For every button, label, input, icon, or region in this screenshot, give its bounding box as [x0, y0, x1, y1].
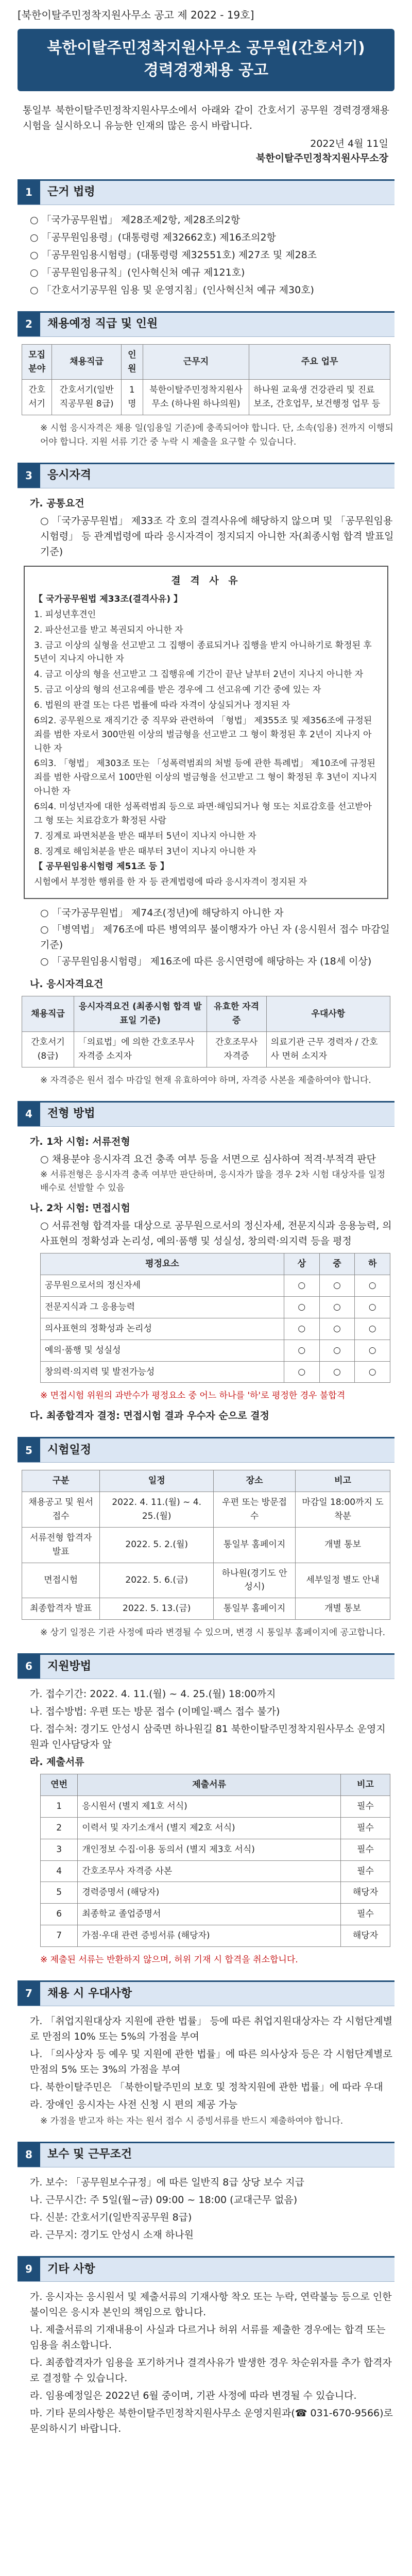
section-number: 2	[18, 313, 40, 336]
section-title: 지원방법	[47, 1659, 92, 1673]
list-item: 다. 최종합격자가 임용을 포기하거나 결격사유가 발생한 경우 차순위자를 추가 합격자로 결정할 수 있습니다.	[30, 2357, 392, 2384]
table-header: 비고	[296, 1470, 390, 1492]
box-title: 결 격 사 유	[171, 574, 241, 586]
list-item: 가. 응시자는 응시원서 및 제출서류의 기재사항 착오 또는 누락, 연락불능 등으로 인한 불이익은 응시자 본인의 책임으로 합니다.	[30, 2291, 392, 2318]
list-item: 라. 임용예정일은 2022년 6월 중이며, 기관 사정에 따라 변경될 수 있습니다.	[30, 2389, 357, 2401]
page-subtitle: 경력경쟁채용 공고	[143, 61, 269, 80]
section-title: 기타 사항	[47, 2262, 95, 2276]
note-text: ※ 상기 일정은 기관 사정에 따라 변경될 수 있으며, 변경 시 통일부 홈페이지에 공고합니다.	[40, 1628, 386, 1638]
section-title: 전형 방법	[47, 1107, 95, 1121]
section-number: 5	[18, 1438, 40, 1462]
section-header	[18, 311, 394, 337]
section-header	[18, 1437, 394, 1463]
table-row: 면접시험 2022. 5. 6.(금) 하나원(경기도 안성시) 세부일정 별도 안내	[22, 1563, 390, 1598]
section-title: 근거 법령	[47, 185, 95, 199]
section-number: 4	[18, 1103, 40, 1126]
list-item: ○ 「국가공무원법」 제74조(정년)에 해당하지 아니한 자	[40, 907, 284, 919]
table-header: 중	[319, 1253, 355, 1275]
list-item: 다. 신분: 간호서기(일반직공무원 8급)	[30, 2211, 192, 2223]
section-header	[18, 1980, 394, 2006]
section-header	[18, 179, 394, 205]
table-header: 평정요소	[41, 1253, 284, 1275]
notice-number: [북한이탈주민정착지원사무소 공고 제 2022 - 19호]	[18, 9, 254, 21]
table-row: 창의력·의지력 및 발전가능성 ○ ○ ○	[41, 1361, 390, 1383]
table-header: 응시자격요건 (최종시험 합격 발표일 기준)	[74, 996, 207, 1032]
list-item: ○ 「공무원임용시험령」(대통령령 제32551호) 제27조 및 제28조	[30, 249, 317, 261]
section-title: 채용 시 우대사항	[47, 1987, 132, 2000]
table-header: 채용직급	[52, 344, 122, 380]
intro-text: 통일부 북한이탈주민정착지원사무소에서 아래와 같이 간호서기 공무원 경력경쟁채용시험을 실시하오니 유능한 인재의 많은 응시 바랍니다.	[23, 104, 389, 131]
section-number: 1	[18, 181, 40, 205]
subsection-title: 가. 1차 시험: 서류전형	[30, 1136, 130, 1147]
table-row: 최종합격자 발표 2022. 5. 13.(금) 통일부 홈페이지 개별 통보	[22, 1598, 390, 1620]
list-item: ○ 서류전형 합격자를 대상으로 공무원으로서의 정신자세, 전문지식과 응용능력, 의사표현의 정확성과 논리성, 예의·품행 및 성실성, 창의력·의지력 등을 평정	[40, 1220, 392, 1247]
subsection-title: 다. 최종합격자 결정: 면접시험 결과 우수자 순으로 결정	[30, 1410, 269, 1422]
issue-date: 2022년 4월 11일	[310, 138, 388, 149]
schedule-table	[22, 1470, 390, 1620]
table-row: 3 개인정보 수집·이용 동의서 (별지 제3호 서식) 필수	[41, 1839, 390, 1860]
list-item: 나. 접수방법: 우편 또는 방문 접수 (이메일·팩스 접수 불가)	[30, 1706, 280, 1718]
note-text: ※ 서류전형은 응시자격 충족 여부만 판단하며, 응시자가 많을 경우 2차 시험 대상자를 일정 배수로 선발할 수 있음	[40, 1169, 386, 1194]
note-text: ※ 시험 응시자격은 채용 일(임용일 기준)에 충족되어야 합니다. 단, 소속(임용) 전까지 이행되어야 합니다. 지원 서류 기간 중 누락 시 제출을 요구할 수 있습니다.	[40, 423, 393, 447]
disqualification-box: 결 격 사 유 【 국가공무원법 제33조(결격사유) 】 1. 피성년후견인 2. 파산선고를 받고 복권되지 아니한 자 3. 금고 이상의 실형을 선고받고 그 집행이 종료되거나 집행을 받지 아니하기로 확정된 후 5년이 지나지 아니한 자 4. 금고 이상의 형을 선고받고 그 집행유예 기간이 끝난 날부터 2년이 지나지 아니한 자 5. 금고 이상의 형의 선고유예를 받은 경우에 그 선고유예 기간 중에 있는 자 6. 법원의 판결 또는 다른 법률에 따라 자격이 상실되거나 정지된 자 6의2. 공무원으로 재직기간 중 직무와 관련하여 「형법」 제355조 및 제356조에 규정된 죄를 범한 자로서 300만원 이상의 벌금형을 선고받고 그 형이 확정된 후 2년이 지나지 아니한 자 6의3. 「형법」 제303조 또는 「성폭력범죄의 처벌 등에 관한 특례법」 제10조에 규정된 죄를 범한 사람으로서 100만원 이상의 벌금형을 선고받고 그 형이 확정된 후 3년이 지나지 아니한 자 6의4. 미성년자에 대한 성폭력범죄 등으로 파면·해임되거나 형 또는 치료감호를 선고받아 그 형 또는 치료감호가 확정된 사람 7. 징계로 파면처분을 받은 때부터 5년이 지나지 아니한 자 8. 징계로 해임처분을 받은 때부터 3년이 지나지 아니한 자 【 공무원임용시험령 제51조 등 】 시험에서 부정한 행위를 한 자 등 관계법령에 따라 응시자격이 정지된 자	[24, 566, 388, 899]
note-text: ※ 가점을 받고자 하는 자는 원서 접수 시 증빙서류를 반드시 제출하여야 합니다.	[40, 2115, 344, 2126]
table-header: 일정	[100, 1470, 214, 1492]
section-number: 6	[18, 1655, 40, 1679]
table-header: 우대사항	[266, 996, 390, 1032]
requirements-table	[22, 996, 390, 1067]
list-item: 가. 접수기간: 2022. 4. 11.(월) ~ 4. 25.(월) 18:00까지	[30, 1688, 276, 1700]
page-title: 북한이탈주민정착지원사무소 공무원(간호서기)	[47, 39, 365, 57]
list-item: 나. 제출서류의 기재내용이 사실과 다르거나 허위 서류를 제출한 경우에는 합격 또는 임용을 취소합니다.	[30, 2324, 386, 2351]
table-row: 6 최종학교 졸업증명서 필수	[41, 1904, 390, 1925]
table-header: 구분	[22, 1470, 100, 1492]
section-number: 9	[18, 2258, 40, 2281]
list-item: ○ 「공무원임용규칙」(인사혁신처 예규 제121호)	[30, 266, 245, 278]
table-row: 예의·품행 및 성실성 ○ ○ ○	[41, 1340, 390, 1361]
list-item: ○ 「공무원임용시험령」 제16조에 따른 응시연령에 해당하는 자 (18세 이상)	[40, 956, 372, 968]
table-header: 모집분야	[22, 344, 52, 380]
table-row: 간호서기 간호서기(일반직공무원 8급) 1명 북한이탈주민정착지원사무소 (하나원 하나의원) 하나원 교육생 건강관리 및 진료 보조, 간호업무, 보건행정 업무 등	[22, 380, 390, 415]
list-item: 다. 북한이탈주민은 「북한이탈주민의 보호 및 정착지원에 관한 법률」에 따라 우대	[30, 2081, 383, 2093]
table-row: 4 간호조무사 자격증 사본 필수	[41, 1860, 390, 1882]
section-header	[18, 1653, 394, 1679]
table-header: 유효한 자격증	[207, 996, 266, 1032]
note-text: ※ 면접시험 위원의 과반수가 평정요소 중 어느 하나를 '하'로 평정한 경우 불합격	[40, 1391, 346, 1401]
list-item: 가. 보수: 「공무원보수규정」에 따른 일반직 8급 상당 보수 지급	[30, 2176, 304, 2188]
table-row: 7 가점·우대 관련 증빙서류 (해당자) 해당자	[41, 1925, 390, 1947]
section-number: 7	[18, 1982, 40, 2006]
position-table	[22, 344, 390, 415]
evaluation-table	[40, 1253, 390, 1383]
table-header: 채용직급	[22, 996, 74, 1032]
table-header: 주요 업무	[249, 344, 390, 380]
section-header	[18, 1101, 394, 1127]
table-row: 5 경력증명서 (해당자) 해당자	[41, 1882, 390, 1904]
table-row: 의사표현의 정확성과 논리성 ○ ○ ○	[41, 1318, 390, 1340]
list-item: 라. 장애인 응시자는 사전 신청 시 편의 제공 가능	[30, 2098, 238, 2110]
table-row: 2 이력서 및 자기소개서 (별지 제2호 서식) 필수	[41, 1817, 390, 1839]
table-row: 채용공고 및 원서접수 2022. 4. 11.(월) ~ 4. 25.(월) 우편 또는 방문접수 마감일 18:00까지 도착분	[22, 1492, 390, 1528]
section-header	[18, 463, 394, 488]
section-header	[18, 2256, 394, 2282]
note-text: ※ 자격증은 원서 접수 마감일 현재 유효하여야 하며, 자격증 사본을 제출하여야 합니다.	[40, 1075, 371, 1086]
section-title: 보수 및 근무조건	[47, 2148, 132, 2161]
table-row: 공무원으로서의 정신자세 ○ ○ ○	[41, 1275, 390, 1297]
list-item: 마. 기타 문의사항은 북한이탈주민정착지원사무소 운영지원과(☎ 031-670-9566)로 문의하시기 바랍니다.	[30, 2408, 393, 2435]
issue-info	[18, 137, 388, 166]
section-title: 시험일정	[47, 1443, 92, 1456]
list-item: 라. 제출서류	[30, 1756, 84, 1768]
list-item: 라. 근무지: 경기도 안성시 소재 하나원	[30, 2229, 194, 2241]
table-header: 하	[355, 1253, 390, 1275]
table-header: 연번	[41, 1774, 78, 1796]
section-title: 채용예정 직급 및 인원	[47, 317, 158, 331]
table-row: 1 응시원서 (별지 제1호 서식) 필수	[41, 1796, 390, 1818]
table-header: 비고	[340, 1774, 390, 1796]
issuer: 북한이탈주민정착지원사무소장	[256, 152, 388, 164]
list-item: ○ 「공무원임용령」(대통령령 제32662호) 제16조의2항	[30, 231, 276, 243]
documents-table	[40, 1774, 390, 1947]
section-number: 3	[18, 464, 40, 488]
section-header	[18, 2142, 394, 2167]
table-header: 제출서류	[78, 1774, 341, 1796]
list-item: ○ 「병역법」 제76조에 따른 병역의무 불이행자가 아닌 자 (응시원서 접수 마감일 기준)	[40, 924, 390, 951]
subsection-title: 나. 2차 시험: 면접시험	[30, 1202, 130, 1214]
list-item: ○ 채용분야 응시자격 요건 충족 여부 등을 서면으로 심사하여 적격·부적격 판단	[40, 1153, 376, 1165]
table-header: 근무지	[143, 344, 249, 380]
list-item: 나. 근무시간: 주 5일(월~금) 09:00 ~ 18:00 (교대근무 없음)	[30, 2194, 298, 2206]
title-banner	[18, 29, 394, 91]
table-header: 장소	[214, 1470, 296, 1492]
section-title: 응시자격	[47, 469, 92, 482]
list-item: 가. 「취업지원대상자 지원에 관한 법률」 등에 따른 취업지원대상자는 각 시험단계별로 만점의 10% 또는 5%의 가점을 부여	[30, 2015, 393, 2042]
table-header: 인원	[121, 344, 143, 380]
table-header: 상	[284, 1253, 319, 1275]
list-item: ○ 「간호서기공무원 임용 및 운영지침」(인사혁신처 예규 제30호)	[30, 284, 314, 296]
note-text: ※ 제출된 서류는 반환하지 않으며, 허위 기재 시 합격을 취소합니다.	[40, 1955, 298, 1965]
subsection-title: 가. 공통요건	[30, 497, 84, 509]
table-row: 전문지식과 그 응용능력 ○ ○ ○	[41, 1297, 390, 1318]
subsection-title: 나. 응시자격요건	[30, 978, 104, 990]
list-item: 나. 「의사상자 등 예우 및 지원에 관한 법률」에 따른 의사상자 등은 각 시험단계별로 만점의 5% 또는 3%의 가점을 부여	[30, 2048, 392, 2075]
table-row: 서류전형 합격자 발표 2022. 5. 2.(월) 통일부 홈페이지 개별 통보	[22, 1527, 390, 1563]
list-item: ○ 「국가공무원법」 제28조제2항, 제28조의2항	[30, 214, 241, 226]
section-number: 8	[18, 2143, 40, 2167]
table-row: 간호서기 (8급) 「의료법」에 의한 간호조무사 자격증 소지자 간호조무사 자격증 의료기관 근무 경력자 / 간호사 면허 소지자	[22, 1031, 390, 1067]
list-item: 다. 접수처: 경기도 안성시 삼죽면 하나원길 81 북한이탈주민정착지원사무소 운영지원과 인사담당자 앞	[30, 1723, 386, 1751]
list-item: ○ 「국가공무원법」 제33조 각 호의 결격사유에 해당하지 않으며 및 「공무원임용시험령」 등 관계법령에 따라 응시자격이 정지되지 아니한 자(최종시험 합격 발표일 기준)	[40, 515, 394, 557]
